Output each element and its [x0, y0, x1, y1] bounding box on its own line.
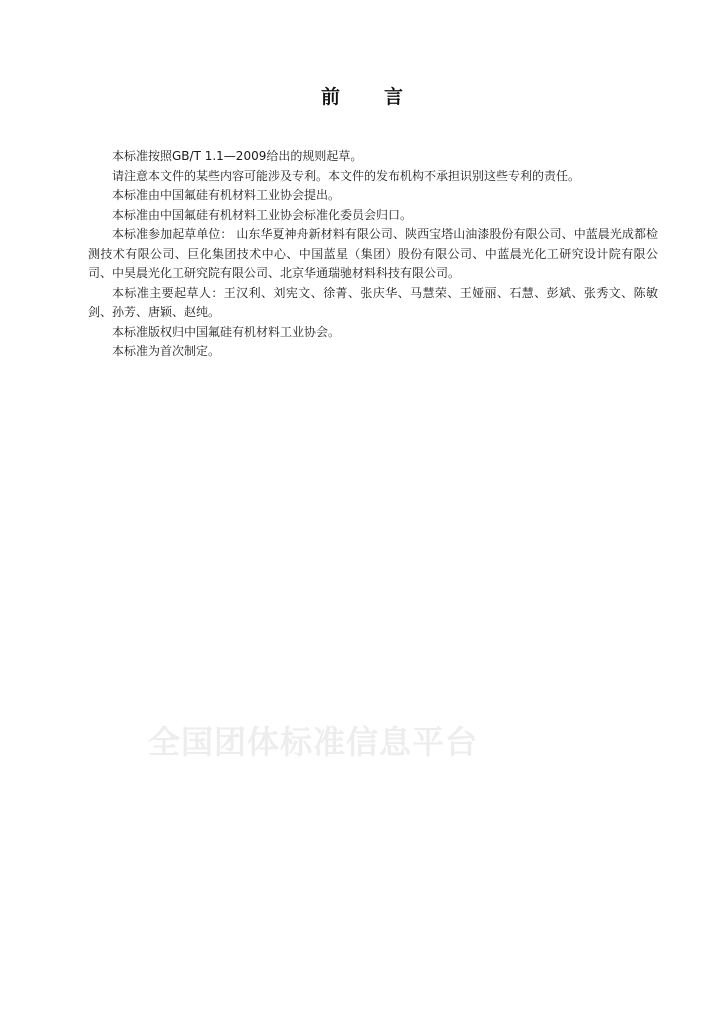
- paragraph-patent-notice: 请注意本文件的某些内容可能涉及专利。本文件的发布机构不承担识别这些专利的责任。: [112, 168, 581, 183]
- paragraph-proposer: 本标准由中国氟硅有机材料工业协会提出。: [112, 188, 341, 202]
- page-title: [0, 82, 724, 109]
- paragraph-drafting-rules: 本标准按照GB/T 1.1—2009给出的规则起草。: [112, 149, 363, 163]
- paragraph-drafting-units: 本标准参加起草单位： 山东华夏神舟新材料有限公司、陕西宝塔山油漆股份有限公司、中蓝晨光成都检测技术有限公司、巨化集团技术中心、中国蓝星（集团）股份有限公司、中蓝晨光化工研究设计院有限公司、中昊晨光化工研究院有限公司、北京华通瑞驰材料科技有限公司。: [88, 227, 658, 280]
- paragraph-drafters: 本标准主要起草人：王汉利、刘宪文、徐菁、张庆华、马慧荣、王娅丽、石慧、彭斌、张秀文、陈敏剑、孙芳、唐颖、赵纯。: [88, 285, 658, 319]
- foreword-body: [88, 147, 658, 362]
- paragraph-centralized: 本标准由中国氟硅有机材料工业协会标准化委员会归口。: [112, 207, 413, 222]
- watermark: 全国团体标准信息平台: [148, 723, 479, 761]
- paragraph-first-edition: 本标准为首次制定。: [112, 344, 221, 358]
- title-char-1: 前: [320, 86, 340, 108]
- title-char-2: 言: [384, 86, 404, 108]
- paragraph-copyright: 本标准版权归中国氟硅有机材料工业协会。: [112, 324, 341, 339]
